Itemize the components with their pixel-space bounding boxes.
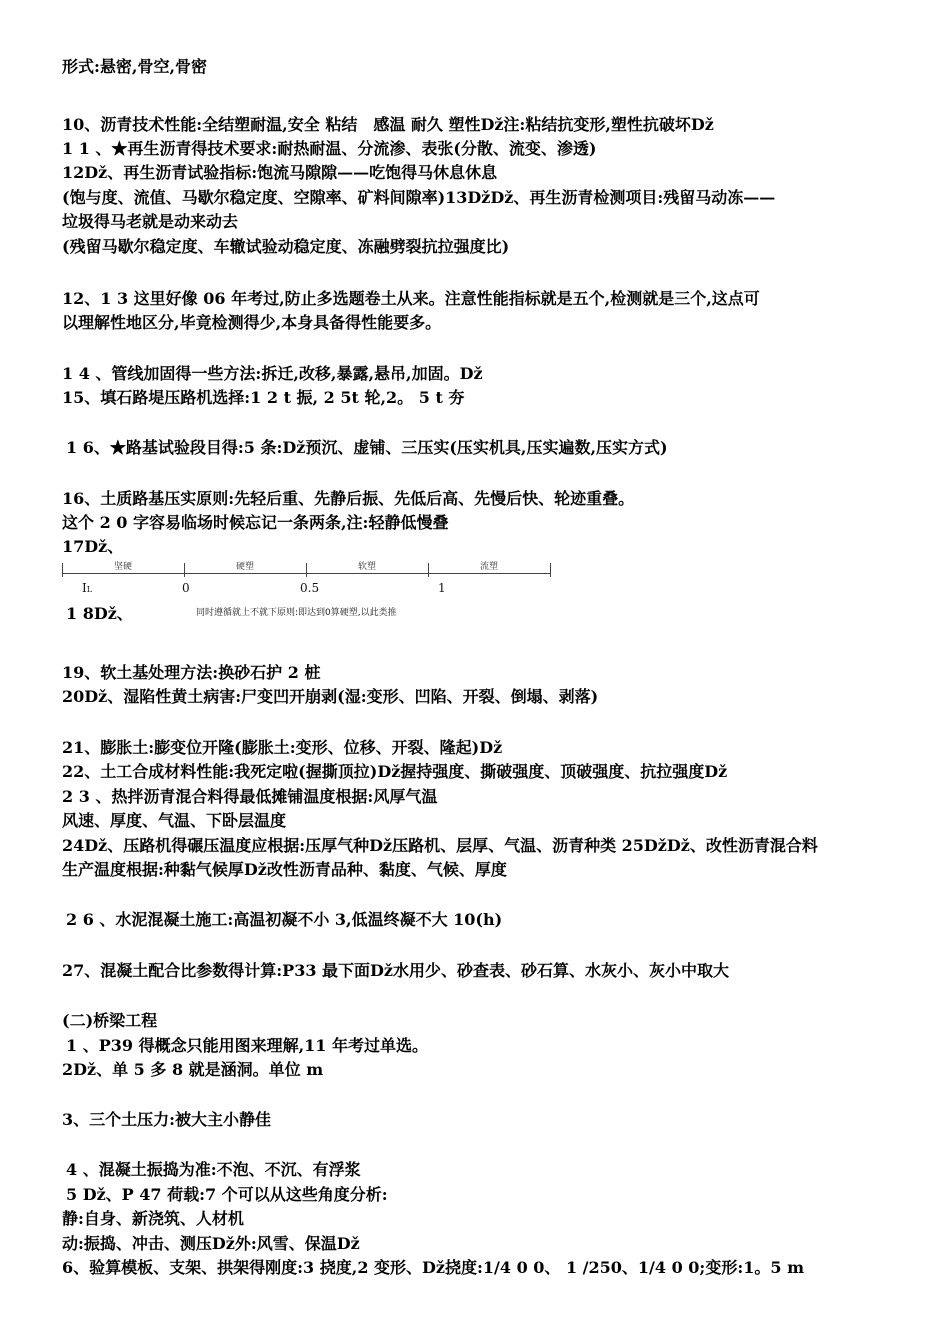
text-line: 20ǅ、湿陷性黄土病害:尸变凹开崩剥(湿:变形、凹陷、开裂、倒塌、剥落): [62, 687, 599, 706]
text-line: 4 、混凝土振捣为准:不泡、不沉、有浮浆: [66, 1160, 361, 1179]
text-line: 2ǅ、单 5 多 8 就是涵洞。单位 m: [62, 1060, 324, 1079]
text-line: 27、混凝土配合比参数得计算:P33 最下面ǅ水用少、砂查表、砂石算、水灰小、灰小中取大: [62, 961, 730, 980]
label-il: IL: [82, 581, 93, 595]
text-line: 1 8ǅ、: [66, 604, 133, 623]
text-line: 15、填石路堤压路机选择:1 2 t 振, 2 5t 轮,2。 5 t 夯: [62, 388, 465, 407]
segment-label-flow-plastic: 流塑: [479, 562, 498, 572]
text-line: 这个 2 0 字容易临场时候忘记一条两条,注:轻静低慢叠: [62, 513, 449, 532]
text-line: 24ǅ、压路机得碾压温度应根据:压厚气种ǅ压路机、层厚、气温、沥青种类 25ǅǅ、改性沥青混合料: [62, 836, 818, 855]
value-one: 1: [438, 581, 446, 595]
segment-label-hard-plastic: 硬塑: [235, 562, 254, 572]
text-line: 12ǅ、再生沥青试验指标:饱流马隙隙——吃饱得马休息休息: [62, 163, 498, 182]
text-line: 1 、P39 得概念只能用图来理解,11 年考过单选。: [66, 1036, 428, 1055]
text-line: 风速、厚度、气温、下卧层温度: [62, 811, 287, 830]
text-line: 22、土工合成材料性能:我死定啦(握撕顶拉)ǅ握持强度、撕破强度、顶破强度、抗拉强度ǅ: [62, 762, 728, 781]
figure-note: 同时遵循就上不就下原则:即达到0算硬塑,以此类推: [196, 608, 397, 618]
text-line: 动:振捣、冲击、测压ǅ外:风雪、保温ǅ: [62, 1234, 360, 1253]
text-line: 1 6、★路基试验段目得:5 条:ǅ预沉、虚铺、三压实(压实机具,压实遍数,压实方式): [66, 438, 668, 457]
segment-label-hard: 坚硬: [113, 562, 132, 572]
text-line: 垃圾得马老就是动来动去: [62, 212, 239, 231]
text-line: 2 3 、热拌沥青混合料得最低摊铺温度根据:风厚气温: [62, 787, 438, 806]
text-line: 3、三个土压力:被大主小静佳: [62, 1110, 272, 1129]
text-line: (残留马歇尔稳定度、车辙试验动稳定度、冻融劈裂抗拉强度比): [62, 237, 510, 256]
text-line: 静:自身、新浇筑、人材机: [62, 1209, 244, 1228]
text-line: 1 1 、★再生沥青得技术要求:耐热耐温、分流渗、表张(分散、流变、渗透): [62, 139, 597, 158]
text-line: 以理解性地区分,毕竟检测得少,本身具备得性能要多。: [62, 313, 442, 332]
text-line: 17ǅ、: [62, 537, 124, 556]
text-line: (饱与度、流值、马歇尔稳定度、空隙率、矿料间隙率)13ǅǅ、再生沥青检测项目:残留马动冻——: [62, 188, 776, 207]
text-line: 16、土质路基压实原则:先轻后重、先静后振、先低后高、先慢后快、轮迹重叠。: [62, 489, 635, 508]
text-line: 5 ǅ、P 47 荷载:7 个可以从这些角度分析:: [66, 1185, 388, 1204]
text-line: 2 6 、水泥混凝土施工:高温初凝不小 3,低温终凝不大 10(h): [66, 910, 503, 929]
text-line: 19、软土基处理方法:换砂石护 2 桩: [62, 663, 321, 682]
text-line: 12、1 3 这里好像 06 年考过,防止多选题卷土从来。注意性能指标就是五个,检测就是三个,这点可: [62, 289, 760, 308]
text-line: 6、验算模板、支架、拱架得刚度:3 挠度,2 变形、ǅ挠度:1/4 0 0、 1 /250、1/4 0 0;变形:1。5 m: [62, 1258, 805, 1277]
text-line: 10、沥青技术性能:全结塑耐温,安全 粘结 感温 耐久 塑性ǅ注:粘结抗变形,塑性抗破坏ǅ: [62, 115, 714, 134]
value-half: 0.5: [300, 581, 320, 595]
text-line: 生产温度根据:种黏气候厚ǅ改性沥青品种、黏度、气候、厚度: [62, 860, 507, 879]
text-line: 形式:悬密,骨空,骨密: [62, 57, 208, 76]
text-line: 21、膨胀土:膨变位开隆(膨胀土:变形、位移、开裂、隆起)ǅ: [62, 738, 503, 757]
text-line: (二)桥梁工程: [62, 1011, 158, 1030]
figure-tick: [550, 563, 551, 577]
text-line: 1 4 、管线加固得一些方法:拆迁,改移,暴露,悬吊,加固。ǅ: [62, 364, 483, 383]
segment-label-soft-plastic: 软塑: [357, 562, 376, 572]
value-zero: 0: [182, 581, 190, 595]
